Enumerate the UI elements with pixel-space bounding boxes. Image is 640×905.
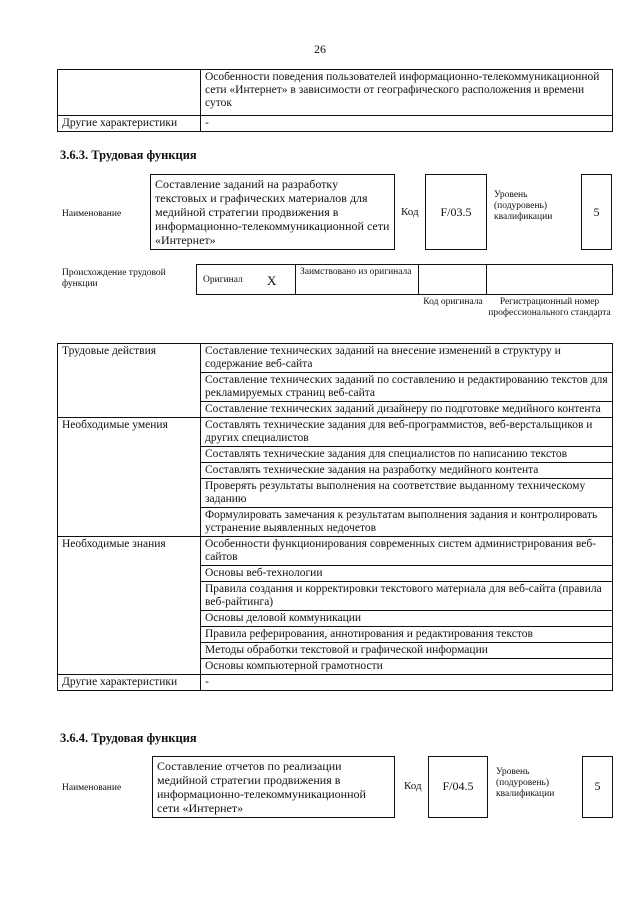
list-item: Особенности функционирования современных систем администрирования веб-сайтов	[201, 537, 613, 566]
level-label: Уровень (подуровень) квалификации	[494, 190, 553, 222]
group-label: Другие характеристики	[58, 675, 201, 691]
function-name-value: Составление отчетов по реализации медийной стратегии продвижения в информационно-телекоммуникационной сети «Интернет»	[157, 759, 366, 815]
code-value: F/04.5	[442, 779, 474, 793]
origin-original-cell	[196, 264, 296, 295]
function-name-box	[150, 174, 395, 250]
level-box	[582, 756, 613, 818]
list-item: Составлять технические задания для веб-программистов, веб-верстальщиков и других специалистов	[201, 418, 613, 447]
list-item: Основы деловой коммуникации	[201, 611, 613, 627]
origin-label: Происхождение трудовой функции	[62, 268, 166, 289]
list-item: Составлять технические задания для специалистов по написанию текстов	[201, 447, 613, 463]
table-cell-value: -	[201, 116, 613, 132]
list-item: Методы обработки текстовой и графической информации	[201, 643, 613, 659]
original-mark: X	[267, 273, 277, 288]
table-cell-label: Другие характеристики	[58, 116, 201, 132]
list-item: Проверять результаты выполнения на соответствие выданному техническому заданию	[201, 479, 613, 508]
table-row	[58, 116, 613, 132]
list-item: Правила создания и корректировки текстового материала для веб-сайта (правила веб-райтинга)	[201, 582, 613, 611]
code-label: Код	[404, 780, 422, 792]
reg-number-caption: Регистрационный номер профессионального стандарта	[488, 297, 611, 318]
borrowed-label: Заимствовано из оригинала	[300, 267, 412, 277]
list-item: Составление технических заданий на внесение изменений в структуру и содержание веб-сайта	[201, 344, 613, 373]
section-heading: 3.6.3. Трудовая функция	[60, 148, 197, 162]
level-value: 5	[594, 779, 601, 793]
level-label: Уровень (подуровень) квалификации	[496, 767, 555, 799]
origin-code-caption: Код оригинала	[423, 297, 483, 307]
section-heading: 3.6.4. Трудовая функция	[60, 731, 197, 745]
group-label: Трудовые действия	[58, 344, 201, 418]
level-value: 5	[593, 205, 600, 219]
code-box	[425, 174, 487, 250]
top-table	[57, 69, 613, 132]
table-row	[58, 344, 613, 373]
group-label: Необходимые знания	[58, 537, 201, 675]
table-row	[58, 537, 613, 566]
list-item: Правила реферирования, аннотирования и редактирования текстов	[201, 627, 613, 643]
code-label: Код	[401, 206, 419, 218]
list-item: Составление технических заданий дизайнеру по подготовке медийного контента	[201, 402, 613, 418]
origin-code-cell	[418, 264, 487, 295]
list-item: Формулировать замечания к результатам выполнения задания и контролировать устранение выявленных недочетов	[201, 508, 613, 537]
origin-borrowed-cell	[295, 264, 419, 295]
code-value: F/03.5	[440, 205, 472, 219]
name-label: Наименование	[62, 783, 122, 793]
table-row	[58, 675, 613, 691]
list-item: Составлять технические задания на разработку медийного контента	[201, 463, 613, 479]
page-number: 26	[314, 42, 326, 56]
group-label: Необходимые умения	[58, 418, 201, 537]
function-name-value: Составление заданий на разработку текстовых и графических материалов для медийной стратегии продвижения в информационно-телекоммуникационной сети «Интернет»	[155, 177, 390, 247]
table-cell-label	[58, 70, 201, 116]
list-item: Основы компьютерной грамотности	[201, 659, 613, 675]
function-name-box	[152, 756, 395, 818]
level-box	[581, 174, 612, 250]
origin-reg-cell	[486, 264, 613, 295]
code-box	[428, 756, 488, 818]
table-cell-value: Особенности поведения пользователей информационно-телекоммуникационной сети «Интернет» в зависимости от географического расположения и времени суток	[201, 70, 613, 116]
list-item: Составление технических заданий по составлению и редактированию текстов для рекламируемых страниц веб-сайта	[201, 373, 613, 402]
table-row	[58, 418, 613, 447]
name-label: Наименование	[62, 209, 122, 219]
original-label: Оригинал	[203, 275, 243, 285]
list-item: Основы веб-технологии	[201, 566, 613, 582]
list-item: -	[201, 675, 613, 691]
table-row	[58, 70, 613, 116]
main-table	[57, 343, 613, 691]
